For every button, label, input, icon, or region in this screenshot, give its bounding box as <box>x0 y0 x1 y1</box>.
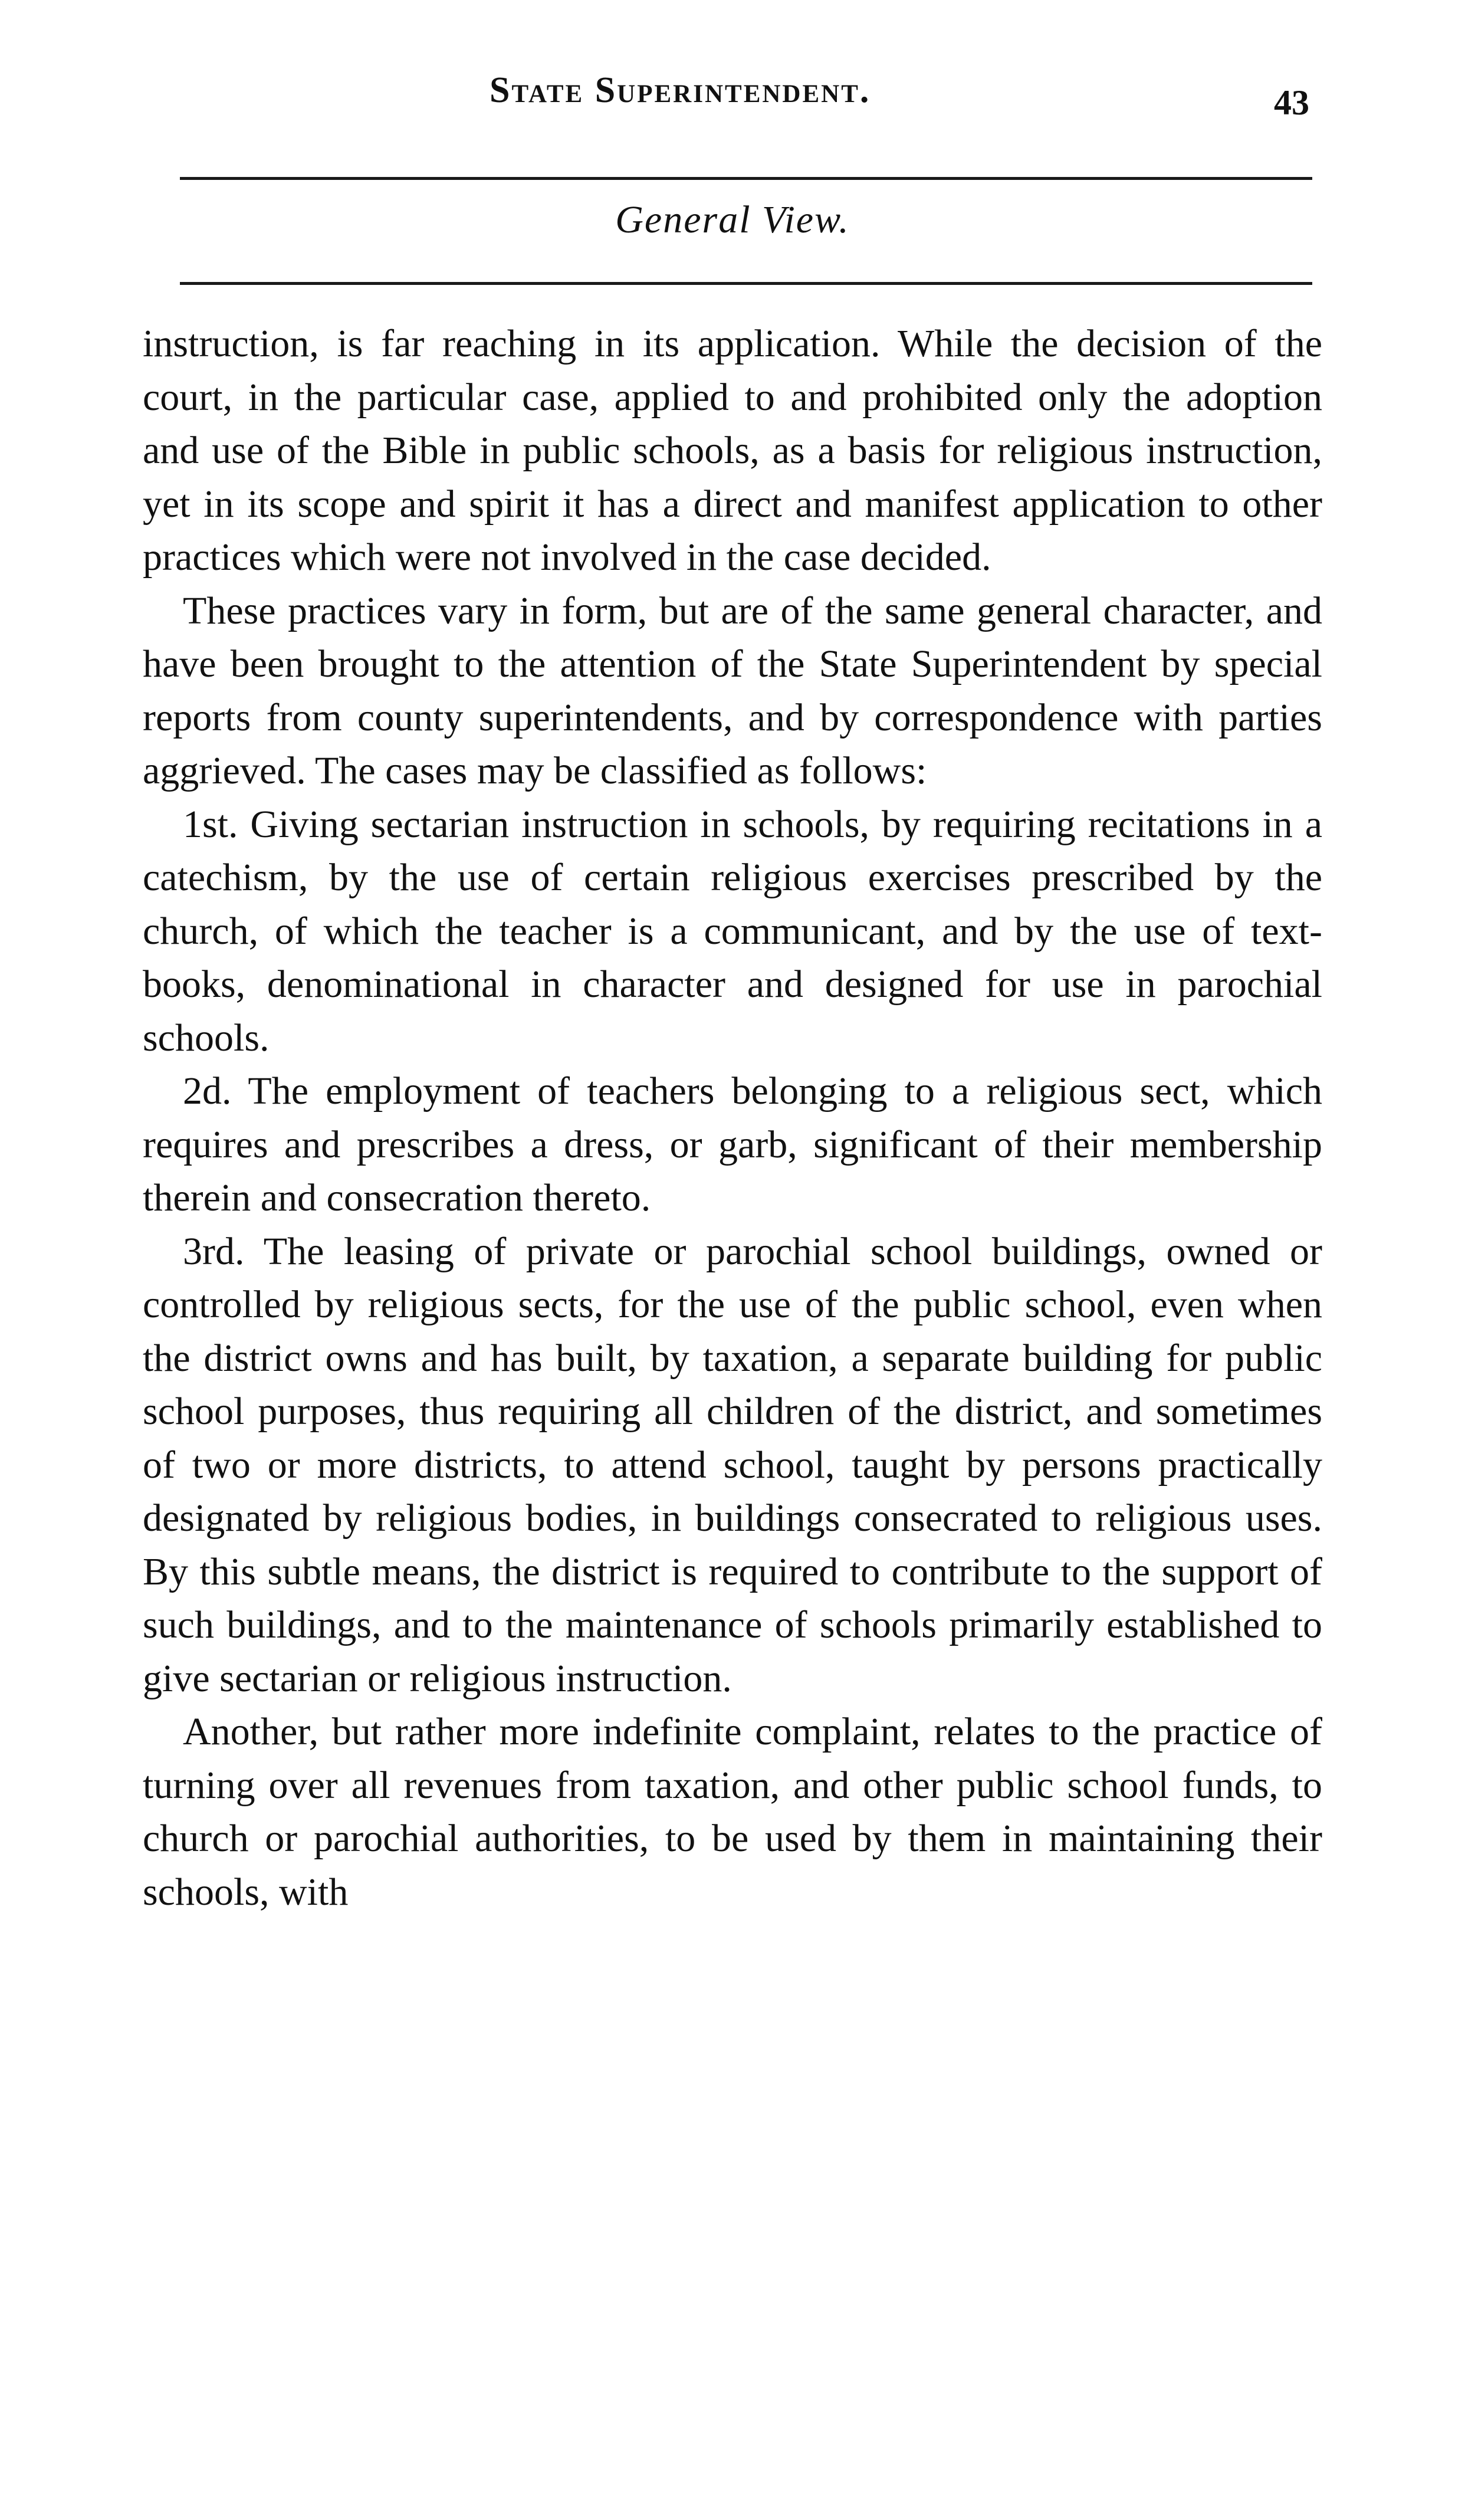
paragraph-second-case: 2d. The employment of teachers belonging to a religious sect, which requires and prescribes a dress, or garb, significant of their membership therein and consecration thereto. <box>143 1069 1322 1219</box>
paragraph-third-case: 3rd. The leasing of private or parochial school buildings, owned or controlled by religious sects, for the use of the public school, even when the district owns and has built, by taxation, a separate building for public school purposes, thus requiring all children of the district, and sometimes of two or more districts, to attend school, taught by persons practically designated by religious bodies, in buildings consecrated to religious uses. By this subtle means, the district is required to contribute to the support of such buildings, and to the maintenance of schools primarily established to give sectarian or religious instruction. <box>143 1229 1322 1700</box>
paragraph-continuation: instruction, is far reaching in its application. While the decision of the court, in the particular case, applied to and prohibited only the adoption and use of the Bible in public schools, as a basis for religious instruction, yet in its scope and spirit it has a direct and manifest application to other practices which were not involved in the case decided. <box>143 322 1322 579</box>
section-title: General View. <box>615 198 850 241</box>
page-number: 43 <box>1274 83 1309 122</box>
paragraph-practices: These practices vary in form, but are of the same general character, and have been brought to the attention of the State Superintendent by special reports from county superintendents, and by correspondence with parties aggrieved. The cases may be classified as follows: <box>143 589 1322 792</box>
header-rule-top <box>180 177 1312 180</box>
header-rule-bottom <box>180 282 1312 285</box>
paragraph-another-complaint: Another, but rather more indefinite complaint, relates to the practice of turning over all revenues from taxation, and other public school funds, to church or parochial authorities, to be used by them in maintaining their schools, with <box>143 1710 1322 1914</box>
body-text <box>143 317 1322 1919</box>
paragraph-first-case: 1st. Giving sectarian instruction in schools, by requiring recitations in a catechism, by the use of certain religious exercises prescribed by the church, of which the teacher is a communicant, and by the use of text-books, denominational in character and designed for use in parochial schools. <box>143 802 1322 1059</box>
running-head: State Superintendent. <box>490 70 871 110</box>
